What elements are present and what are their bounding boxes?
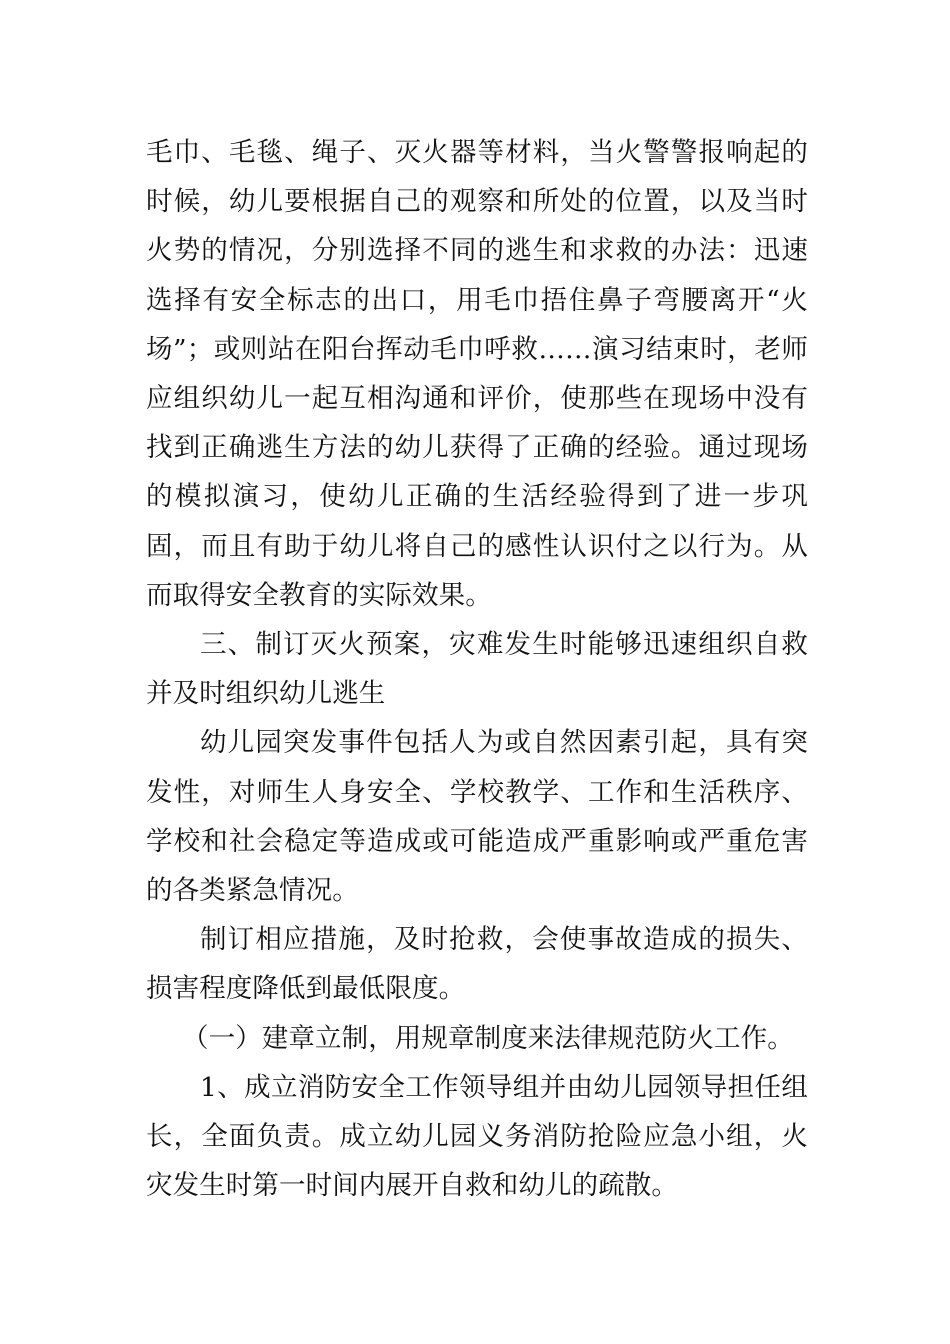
paragraph-measures: 制订相应措施，及时抢救，会使事故造成的损失、损害程度降低到最低限度。 — [146, 924, 808, 1005]
paragraph-item-1: 1、成立消防安全工作领导组并由幼儿园领导担任组长，全面负责。成立幼儿园义务消防抢险应急小组，火灾发生时第一时间内展开自救和幼儿的疏散。 — [146, 1071, 808, 1202]
document-body — [146, 128, 808, 1210]
paragraph-emergency-definition: 幼儿园突发事件包括人为或自然因素引起，具有突发性，对师生人身安全、学校教学、工作和生活秩序、学校和社会稳定等造成或可能造成严重影响或严重危害的各类紧急情况。 — [146, 727, 808, 907]
subsection-heading-1: （一）建章立制，用规章制度来法律规范防火工作。 — [182, 1022, 794, 1054]
paragraph-fire-drill-continuation: 毛巾、毛毯、绳子、灭火器等材料，当火警警报响起的时候，幼儿要根据自己的观察和所处的位置，以及当时火势的情况，分别选择不同的逃生和求救的办法：迅速选择有安全标志的出口，用毛巾捂住鼻子弯腰离开“火场”；或则站在阳台挥动毛巾呼救……演习结束时，老师应组织幼儿一起互相沟通和评价，使那些在现场中没有找到正确逃生方法的幼儿获得了正确的经验。通过现场的模拟演习，使幼儿正确的生活经验得到了进一步巩固，而且有助于幼儿将自己的感性认识付之以行为。从而取得安全教育的实际效果。 — [146, 137, 808, 611]
section-heading-3: 三、制订灭火预案，灾难发生时能够迅速组织自救并及时组织幼儿逃生 — [146, 629, 808, 710]
